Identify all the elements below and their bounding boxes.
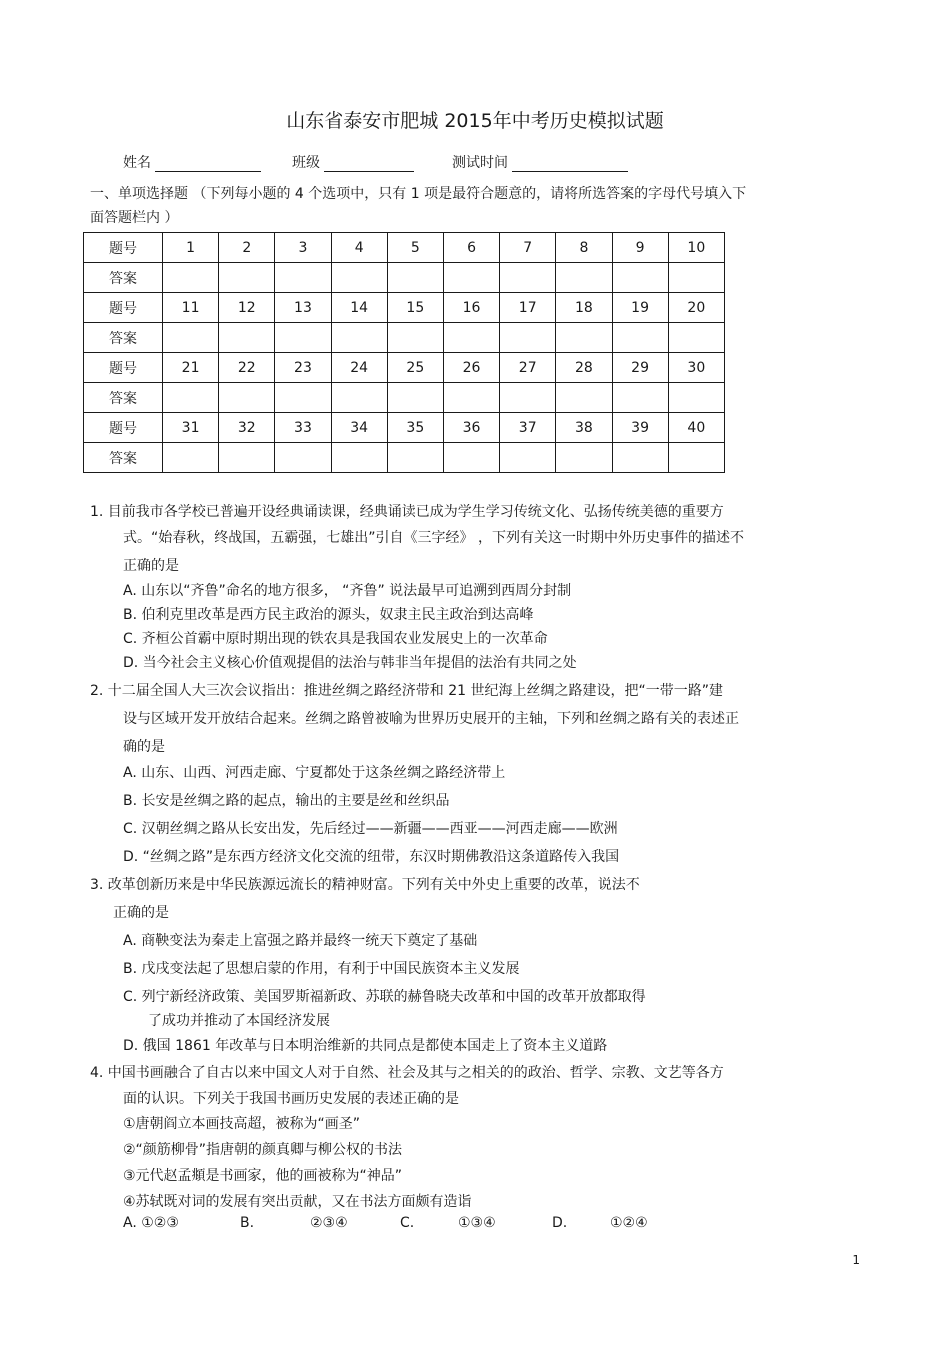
question-3-option-c: C. 列宁新经济政策、美国罗斯福新政、苏联的赫鲁晓夫改革和中国的改革开放都取得 <box>123 989 646 1005</box>
answer-cell[interactable] <box>668 443 724 473</box>
question-number-cell: 31 <box>163 413 219 443</box>
question-number-cell: 14 <box>331 293 387 323</box>
answer-cell[interactable] <box>387 263 443 293</box>
question-2-option-a: A. 山东、山西、河西走廊、宁夏都处于这条丝绸之路经济带上 <box>123 765 506 781</box>
answer-cell[interactable] <box>668 263 724 293</box>
question-3-line-2: 正确的是 <box>113 905 169 921</box>
question-number-cell: 18 <box>556 293 612 323</box>
question-number-cell: 40 <box>668 413 724 443</box>
question-3-line-1: 3. 改革创新历来是中华民族源远流长的精神财富。下列有关中外史上重要的改革，说法不 <box>90 877 640 893</box>
answer-cell[interactable] <box>556 323 612 353</box>
question-number-cell: 36 <box>443 413 499 443</box>
question-number-cell: 3 <box>275 233 331 263</box>
question-number-cell: 30 <box>668 353 724 383</box>
question-number-cell: 34 <box>331 413 387 443</box>
question-4-line-1: 4. 中国书画融合了自古以来中国文人对于自然、社会及其与之相关的的政治、哲学、宗教、文艺等各方 <box>90 1065 724 1081</box>
answer-cell[interactable] <box>556 263 612 293</box>
table-row-answers <box>84 383 725 413</box>
question-number-cell: 19 <box>612 293 668 323</box>
question-number-cell: 16 <box>443 293 499 323</box>
question-number-cell: 1 <box>163 233 219 263</box>
answer-cell[interactable] <box>163 263 219 293</box>
answer-cell[interactable] <box>275 323 331 353</box>
table-row-answers <box>84 323 725 353</box>
table-row-numbers <box>84 353 725 383</box>
answer-cell[interactable] <box>443 323 499 353</box>
question-number-cell: 5 <box>387 233 443 263</box>
answer-cell[interactable] <box>443 443 499 473</box>
question-2-line-1: 2. 十二届全国人大三次会议指出：推进丝绸之路经济带和 21 世纪海上丝绸之路建设，把“一带一路”建 <box>90 683 724 699</box>
question-3-option-a: A. 商鞅变法为秦走上富强之路并最终一统天下奠定了基础 <box>123 933 478 949</box>
row-label-number: 题号 <box>84 413 163 443</box>
time-label: 测试时间 <box>452 155 508 171</box>
answer-cell[interactable] <box>219 323 275 353</box>
question-number-cell: 25 <box>387 353 443 383</box>
answer-cell[interactable] <box>500 263 556 293</box>
answer-cell[interactable] <box>443 263 499 293</box>
question-4-line-2: 面的认识。下列关于我国书画历史发展的表述正确的是 <box>123 1091 459 1107</box>
answer-cell[interactable] <box>275 383 331 413</box>
question-3-option-d: D. 俄国 1861 年改革与日本明治维新的共同点是都使本国走上了资本主义道路 <box>123 1038 608 1054</box>
row-label-answer: 答案 <box>84 383 163 413</box>
question-number-cell: 38 <box>556 413 612 443</box>
name-blank <box>155 157 261 172</box>
question-number-cell: 15 <box>387 293 443 323</box>
row-label-answer: 答案 <box>84 443 163 473</box>
class-field[interactable] <box>292 152 414 172</box>
question-2-line-3: 确的是 <box>123 739 165 755</box>
question-number-cell: 35 <box>387 413 443 443</box>
question-number-cell: 8 <box>556 233 612 263</box>
answer-cell[interactable] <box>556 443 612 473</box>
question-4-option-c: ①③④ <box>458 1215 496 1231</box>
question-3-option-b: B. 戊戌变法起了思想启蒙的作用，有利于中国民族资本主义发展 <box>123 961 520 977</box>
question-number-cell: 10 <box>668 233 724 263</box>
answer-cell[interactable] <box>500 383 556 413</box>
table-row-numbers <box>84 293 725 323</box>
answer-cell[interactable] <box>331 263 387 293</box>
question-number-cell: 9 <box>612 233 668 263</box>
section-heading: 一、单项选择题 （下列每小题的 4 个选项中，只有 1 项是最符合题意的，请将所选答案的字母代号填入下 <box>90 186 747 202</box>
question-1-option-c: C. 齐桓公首霸中原时期出现的铁农具是我国农业发展史上的一次革命 <box>123 631 548 647</box>
question-number-cell: 22 <box>219 353 275 383</box>
answer-cell[interactable] <box>500 323 556 353</box>
question-4-statement-4: ④苏轼既对词的发展有突出贡献，又在书法方面颇有造诣 <box>123 1194 472 1210</box>
question-number-cell: 2 <box>219 233 275 263</box>
answer-cell[interactable] <box>275 443 331 473</box>
answer-cell[interactable] <box>443 383 499 413</box>
answer-cell[interactable] <box>219 263 275 293</box>
question-4-option-d-label: D. <box>552 1215 568 1231</box>
question-number-cell: 39 <box>612 413 668 443</box>
table-row-numbers <box>84 233 725 263</box>
question-number-cell: 32 <box>219 413 275 443</box>
name-field[interactable] <box>123 152 261 172</box>
question-number-cell: 24 <box>331 353 387 383</box>
answer-table <box>83 232 725 473</box>
question-4-option-b: ②③④ <box>310 1215 348 1231</box>
question-number-cell: 21 <box>163 353 219 383</box>
answer-cell[interactable] <box>219 443 275 473</box>
question-1-line-2: 式。“始春秋，终战国，五霸强，七雄出”引自《三字经》 ，下列有关这一时期中外历史事件的描述不 <box>123 530 744 546</box>
table-row-answers <box>84 443 725 473</box>
answer-cell[interactable] <box>163 383 219 413</box>
question-number-cell: 23 <box>275 353 331 383</box>
question-number-cell: 12 <box>219 293 275 323</box>
row-label-number: 题号 <box>84 353 163 383</box>
answer-cell[interactable] <box>612 263 668 293</box>
question-number-cell: 26 <box>443 353 499 383</box>
question-2-option-d: D. “丝绸之路”是东西方经济文化交流的纽带，东汉时期佛教沿这条道路传入我国 <box>123 849 620 865</box>
answer-cell[interactable] <box>612 443 668 473</box>
row-label-number: 题号 <box>84 293 163 323</box>
question-number-cell: 6 <box>443 233 499 263</box>
question-number-cell: 4 <box>331 233 387 263</box>
name-label: 姓名 <box>123 155 151 171</box>
question-number-cell: 20 <box>668 293 724 323</box>
question-4-option-c-label: C. <box>400 1215 415 1231</box>
page-number: 1 <box>852 1253 860 1267</box>
question-1-option-b: B. 伯利克里改革是西方民主政治的源头，奴隶主民主政治到达高峰 <box>123 607 534 623</box>
question-1-line-3: 正确的是 <box>123 558 179 574</box>
answer-cell[interactable] <box>612 383 668 413</box>
question-1-line-1: 1. 目前我市各学校已普遍开设经典诵读课，经典诵读已成为学生学习传统文化、弘扬传统美德的重要方 <box>90 504 724 520</box>
question-number-cell: 37 <box>500 413 556 443</box>
row-label-number: 题号 <box>84 233 163 263</box>
question-4-statement-3: ③元代赵孟頫是书画家，他的画被称为“神品” <box>123 1168 403 1184</box>
question-4-statement-1: ①唐朝阎立本画技高超，被称为“画圣” <box>123 1116 361 1132</box>
answer-cell[interactable] <box>331 323 387 353</box>
question-number-cell: 27 <box>500 353 556 383</box>
answer-cell[interactable] <box>219 383 275 413</box>
question-number-cell: 11 <box>163 293 219 323</box>
table-row-answers <box>84 263 725 293</box>
class-label: 班级 <box>292 155 320 171</box>
section-heading-cont: 面答题栏内 ） <box>90 210 179 226</box>
answer-cell[interactable] <box>668 323 724 353</box>
row-label-answer: 答案 <box>84 323 163 353</box>
answer-cell[interactable] <box>163 443 219 473</box>
question-2-option-c: C. 汉朝丝绸之路从长安出发，先后经过——新疆——西亚——河西走廊——欧洲 <box>123 821 618 837</box>
question-4-option-b-label: B. <box>240 1215 255 1231</box>
answer-cell[interactable] <box>275 263 331 293</box>
question-4-option-d: ①②④ <box>610 1215 648 1231</box>
question-4-option-a: A. ①②③ <box>123 1215 179 1231</box>
time-field[interactable] <box>452 152 628 172</box>
answer-cell[interactable] <box>387 443 443 473</box>
time-blank <box>512 157 628 172</box>
question-number-cell: 29 <box>612 353 668 383</box>
answer-cell[interactable] <box>500 443 556 473</box>
question-1-option-a: A. 山东以“齐鲁”命名的地方很多， “齐鲁” 说法最早可追溯到西周分封制 <box>123 583 572 599</box>
answer-cell[interactable] <box>668 383 724 413</box>
answer-cell[interactable] <box>331 383 387 413</box>
question-3-option-c-cont: 了成功并推动了本国经济发展 <box>148 1013 330 1029</box>
answer-cell[interactable] <box>387 323 443 353</box>
answer-cell[interactable] <box>612 323 668 353</box>
question-number-cell: 13 <box>275 293 331 323</box>
question-2-line-2: 设与区域开发开放结合起来。丝绸之路曾被喻为世界历史展开的主轴，下列和丝绸之路有关的表述正 <box>123 711 739 727</box>
question-1-option-d: D. 当今社会主义核心价值观提倡的法治与韩非当年提倡的法治有共同之处 <box>123 655 577 671</box>
question-number-cell: 7 <box>500 233 556 263</box>
question-number-cell: 28 <box>556 353 612 383</box>
answer-cell[interactable] <box>387 383 443 413</box>
question-number-cell: 33 <box>275 413 331 443</box>
page-title: 山东省泰安市肥城 2015年中考历史模拟试题 <box>286 110 664 132</box>
question-number-cell: 17 <box>500 293 556 323</box>
class-blank <box>324 157 414 172</box>
question-4-statement-2: ②“颜筋柳骨”指唐朝的颜真卿与柳公权的书法 <box>123 1142 403 1158</box>
answer-cell[interactable] <box>331 443 387 473</box>
table-row-numbers <box>84 413 725 443</box>
question-2-option-b: B. 长安是丝绸之路的起点，输出的主要是丝和丝织品 <box>123 793 450 809</box>
answer-cell[interactable] <box>556 383 612 413</box>
answer-cell[interactable] <box>163 323 219 353</box>
row-label-answer: 答案 <box>84 263 163 293</box>
